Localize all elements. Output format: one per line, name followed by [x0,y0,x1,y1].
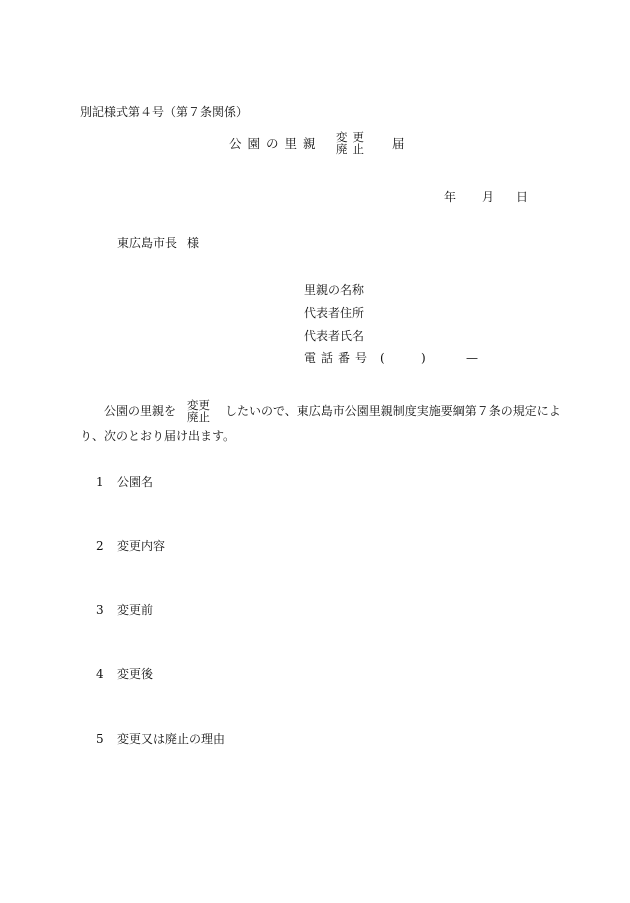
phone-dash: — [466,351,478,365]
item-number: 2 [96,539,104,553]
item-label-after-change: 変更後 [117,667,154,681]
item-label-change-content: 変更内容 [117,539,166,553]
item-number: 3 [96,603,104,617]
document-title: 公園の里親 [229,136,322,151]
form-number: 別記様式第４号（第７条関係） [80,105,249,119]
item-number: 5 [96,732,104,746]
phone-paren-open: ( [380,351,385,365]
title-option-abolish: 廃止 [336,142,369,156]
phone-paren-close: ) [421,351,426,365]
body-text-before: 公園の里親を [104,404,177,418]
representative-address-label: 代表者住所 [304,306,365,320]
body-option-abolish: 廃止 [187,410,210,424]
title-option-stack [336,131,369,155]
foster-name-label: 里親の名称 [304,283,365,297]
body-text-after: したいので、東広島市公園里親制度実施要綱第７条の規定によ [225,404,561,418]
recipient-name: 東広島市長 [117,236,178,250]
representative-name-label: 代表者氏名 [304,329,365,343]
title-option-change: 変更 [336,130,369,144]
recipient-honorific: 様 [187,236,200,250]
body-text-line2: り、次のとおり届け出ます。 [80,429,236,443]
item-label-park-name: 公園名 [117,475,154,489]
date-year-label: 年 [444,190,457,204]
body-option-change: 変更 [187,398,210,412]
date-month-label: 月 [482,190,495,204]
item-number: 4 [96,667,104,681]
phone-label: 電話番号 [304,351,373,365]
date-day-label: 日 [516,190,529,204]
item-number: 1 [96,475,104,489]
title-suffix: 届 [392,136,405,151]
item-label-reason: 変更又は廃止の理由 [117,732,226,746]
item-label-before-change: 変更前 [117,603,154,617]
body-option-stack [187,399,210,423]
